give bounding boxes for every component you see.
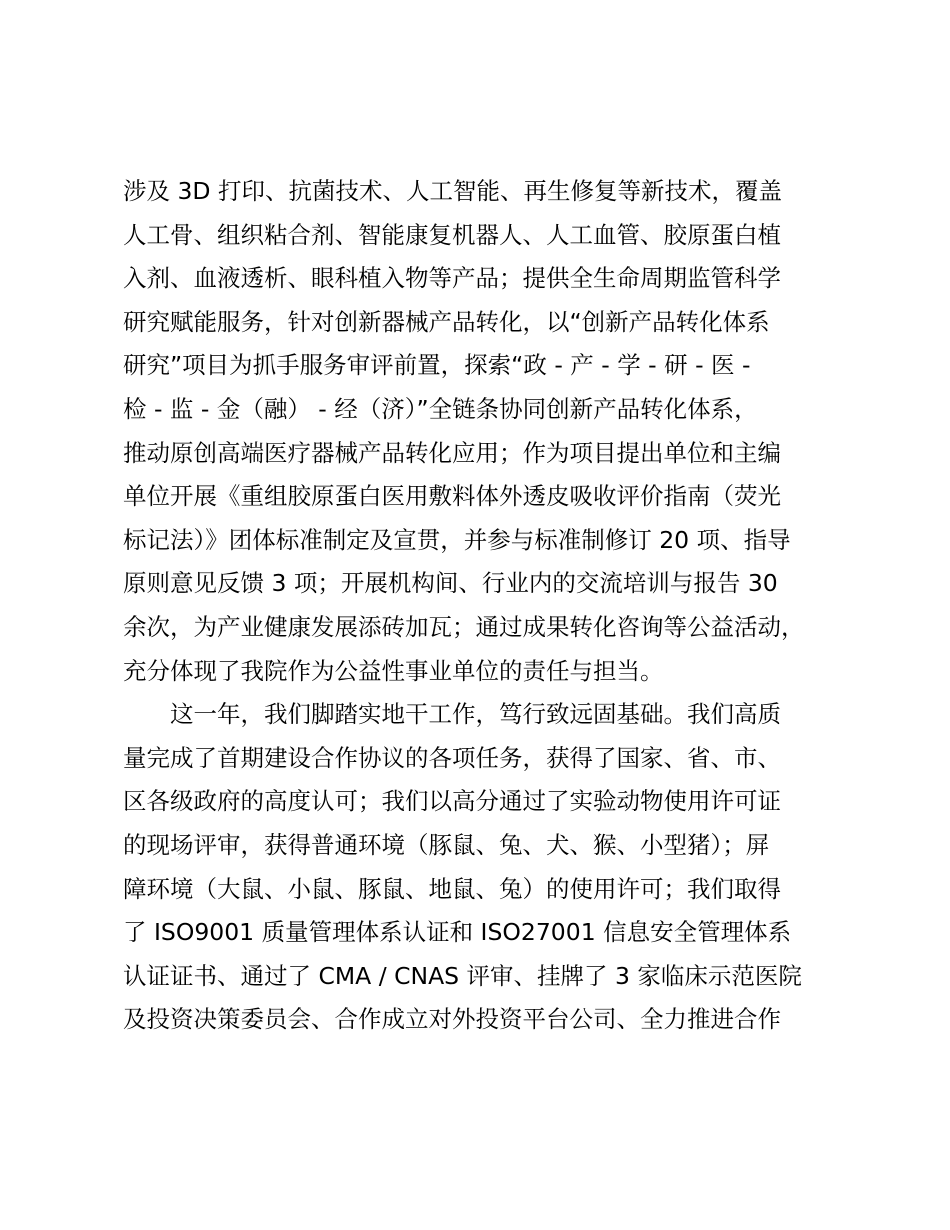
body-text [123,170,843,1042]
paragraph-start-line: 这一年，我们脚踏实地干工作，笃行致远固基础。我们高质 [170,700,781,729]
text-line: 检 - 监 - 金（融） - 经（济）”全链条协同创新产品转化体系， [123,394,758,423]
text-line: 单位开展《重组胶原蛋白医用敷料体外透皮吸收评价指南（荧光 [123,482,781,511]
text-line: 区各级政府的高度认可；我们以高分通过了实验动物使用许可证 [123,787,781,816]
text-line: 障环境（大鼠、小鼠、豚鼠、地鼠、兔）的使用许可；我们取得 [123,874,781,903]
text-line: 及投资决策委员会、合作成立对外投资平台公司、全力推进合作 [123,1005,781,1034]
text-line: 涉及 3D 打印、抗菌技术、人工智能、再生修复等新技术，覆盖 [123,177,782,205]
text-line: 的现场评审，获得普通环境（豚鼠、兔、犬、猴、小型猪）；屏 [123,830,770,859]
text-line: 推动原创高端医疗器械产品转化应用；作为项目提出单位和主编 [123,438,781,467]
text-line: 人工骨、组织粘合剂、智能康复机器人、人工血管、胶原蛋白植 [123,220,781,249]
text-line: 余次，为产业健康发展添砖加瓦；通过成果转化咨询等公益活动， [123,612,805,641]
text-line: 研究”项目为抓手服务审评前置，探索“政 - 产 - 学 - 研 - 医 - [123,351,751,380]
text-line: 了 ISO9001 质量管理体系认证和 ISO27001 信息安全管理体系 [123,918,792,947]
text-line: 研究赋能服务，针对创新器械产品转化，以“创新产品转化体系 [123,307,770,336]
text-line: 认证证书、通过了 CMA / CNAS 评审、挂牌了 3 家临床示范医院 [123,961,802,990]
text-line: 原则意见反馈 3 项；开展机构间、行业内的交流培训与报告 30 [123,569,778,598]
text-line: 量完成了首期建设合作协议的各项任务，获得了国家、省、市、 [123,743,781,772]
text-line: 入剂、血液透析、眼科植入物等产品；提供全生命周期监管科学 [123,264,781,293]
text-line: 标记法）》团体标准制定及宣贯，并参与标准制修订 20 项、指导 [123,525,791,554]
text-line: 充分体现了我院作为公益性事业单位的责任与担当。 [123,656,664,685]
